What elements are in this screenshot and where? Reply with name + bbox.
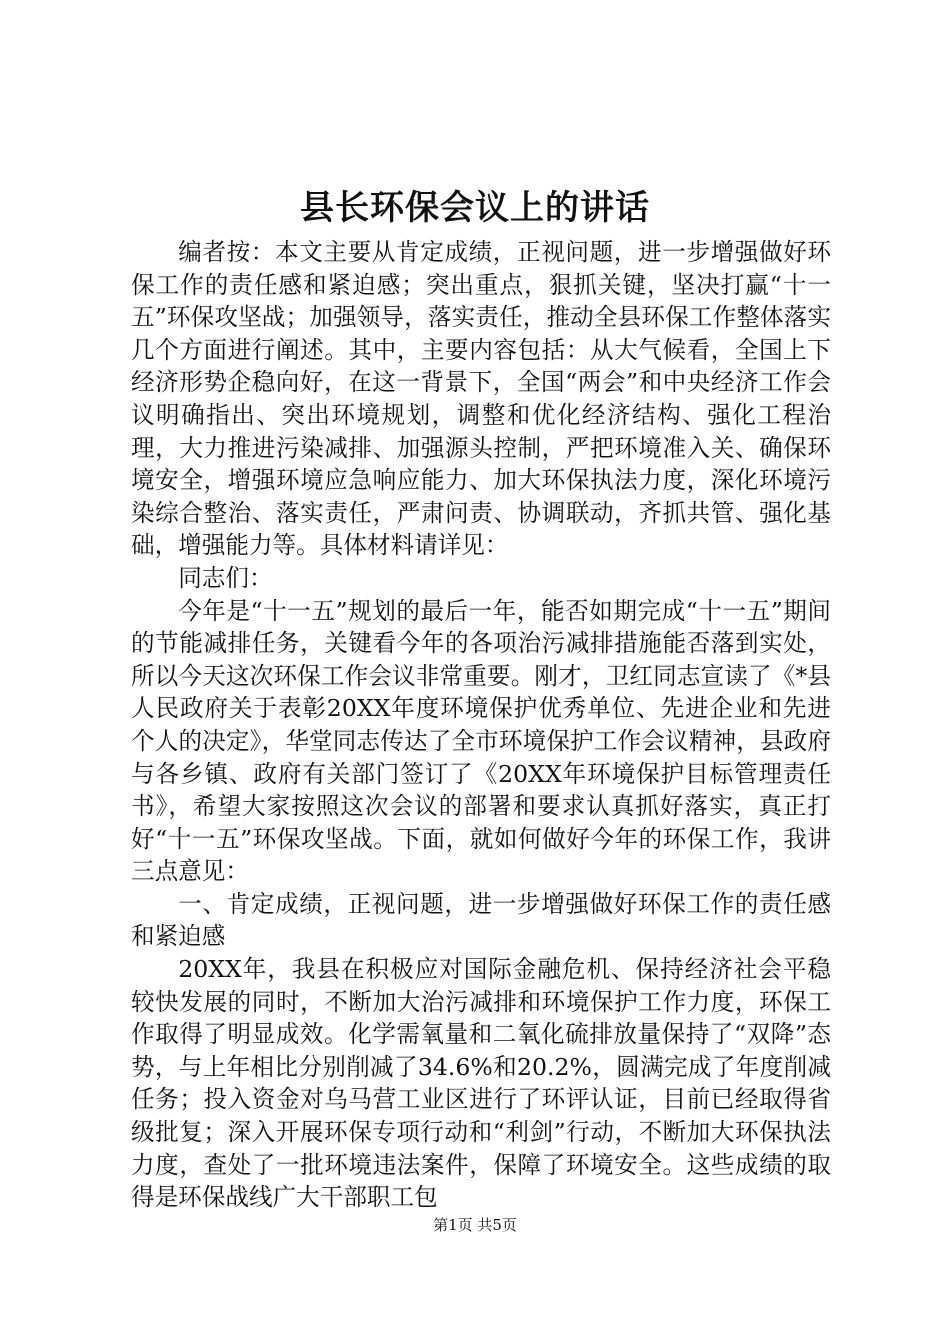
- intro-paragraph: 今年是“十一五”规划的最后一年，能否如期完成“十一五”期间的节能减排任务，关键看今年的各项治污减排措施能否落到实处，所以今天这次环保工作会议非常重要。刚才，卫红同志宣读了《*县人民政府关于表彰20XX年度环境保护优秀单位、先进企业和先进个人的决定》，华堂同志传达了全市环境保护工作会议精神，县政府与各乡镇、政府有关部门签订了《20XX年环境保护目标管理责任书》，希望大家按照这次会议的部署和要求认真抓好落实，真正打好“十一五”环保攻坚战。下面，就如何做好今年的环保工作，我讲三点意见：: [131, 596, 831, 886]
- document-title: 县长环保会议上的讲话: [300, 188, 650, 228]
- editor-note-paragraph: 编者按：本文主要从肯定成绩，正视问题，进一步增强做好环保工作的责任感和紧迫感；突出重点，狠抓关键，坚决打赢“十一五”环保攻坚战；加强领导，落实责任，推动全县环保工作整体落实几个方面进行阐述。其中，主要内容包括：从大气候看，全国上下经济形势企稳向好，在这一背景下，全国“两会”和中央经济工作会议明确指出、突出环境规划，调整和优化经济结构、强化工程治理，大力推进污染减排、加强源头控制，严把环境准入关、确保环境安全，增强环境应急响应能力、加大环保执法力度，深化环境污染综合整治、落实责任，严肃问责、协调联动，齐抓共管、强化基础，增强能力等。具体材料请详见：: [131, 238, 831, 560]
- achievements-paragraph: 20XX年，我县在积极应对国际金融危机、保持经济社会平稳较快发展的同时，不断加大治污减排和环境保护工作力度，环保工作取得了明显成效。化学需氧量和二氧化硫排放量保持了“双降”态势，与上年相比分别削减了34.6%和20.2%，圆满完成了年度削减任务；投入资金对乌马营工业区进行了环评认证，目前已经取得省级批复；深入开展环保专项行动和“利剑”行动，不断加大环保执法力度，查处了一批环境违法案件，保障了环境安全。这些成绩的取得是环保战线广大干部职工包: [131, 955, 831, 1212]
- section-heading: 一、肯定成绩，正视问题，进一步增强做好环保工作的责任感和紧迫感: [131, 889, 831, 951]
- document-body: [131, 236, 831, 1214]
- page-footer: 第1页 共5页: [433, 1216, 517, 1234]
- salutation-paragraph: 同志们：: [178, 563, 273, 592]
